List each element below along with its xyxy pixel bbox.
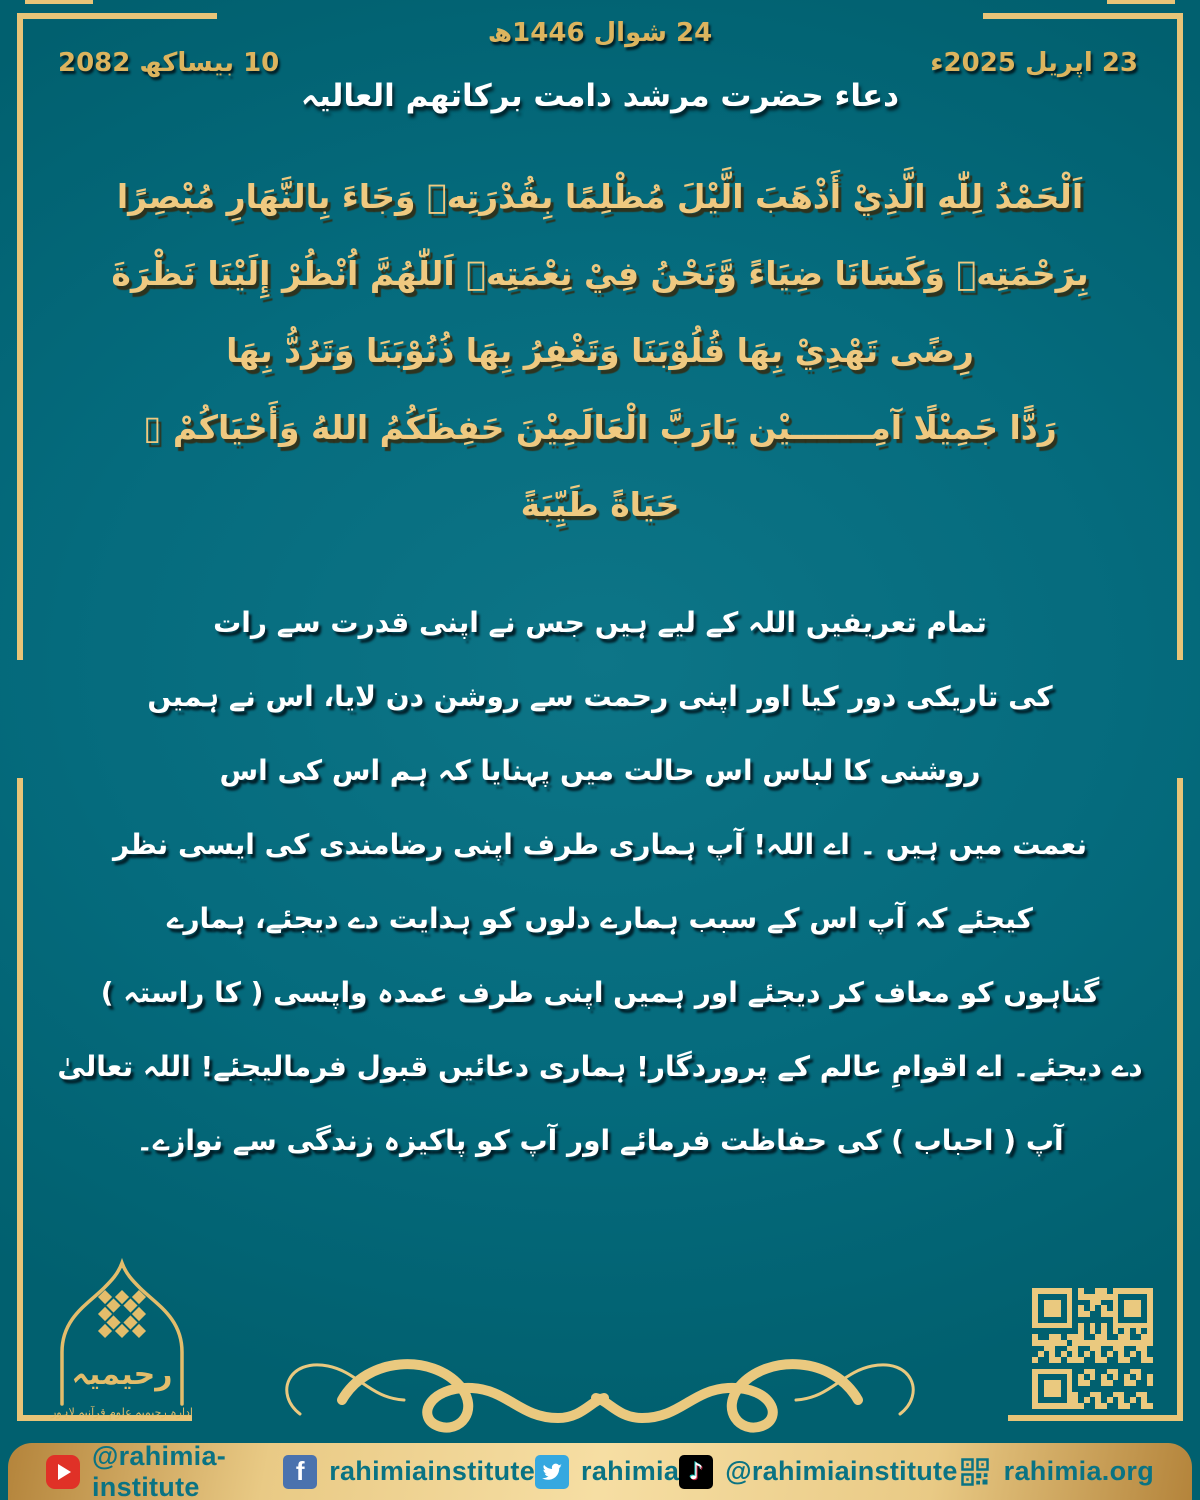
frame-segment bbox=[1008, 1415, 1183, 1421]
facebook-icon: f bbox=[283, 1455, 317, 1489]
logo-wordmark: رحیمیہ bbox=[71, 1357, 173, 1392]
urdu-line: روشنی کا لباس اس حالت میں پہنایا کہ ہم اس کی اس bbox=[219, 754, 981, 787]
social-tiktok[interactable] bbox=[679, 1455, 957, 1489]
urdu-line: نعمت میں ہیں ۔ اے اللہ! آپ ہماری طرف اپنی رضامندی کی ایسی نظر bbox=[112, 828, 1087, 861]
frame-segment bbox=[25, 0, 93, 4]
frame-segment bbox=[17, 778, 23, 1421]
arabic-line: بِرَحْمَتِهٖ وَكَسَانَا ضِيَاءً وَّنَحْنُ فِيْ نِعْمَتِهٖ اَللّٰهُمَّ اُنْظُرْ إِلَيْنَا نَظْرَةَ bbox=[111, 254, 1089, 293]
qr-code bbox=[1032, 1288, 1153, 1409]
social-website[interactable] bbox=[958, 1455, 1154, 1489]
flourish-ornament bbox=[280, 1336, 920, 1442]
page-title: دعاء حضرت مرشد دامت برکاتھم العالیہ bbox=[300, 78, 900, 114]
frame-segment bbox=[1107, 0, 1175, 4]
arabic-prayer-block bbox=[55, 158, 1145, 543]
arabic-line: رَدًّا جَمِيْلًا آمِـــــــيْن يَارَبَّ الْعَالَمِيْنَ حَفِظَكُمُ اللهُ وَأَحْيَاكُمْ ▯ bbox=[143, 408, 1057, 447]
arabic-line: اَلْحَمْدُ لِلّٰهِ الَّذِيْ أَذْهَبَ الَّيْلَ مُظْلِمًا بِقُدْرَتِهٖ وَجَاءَ بِالنَّهَارِ مُبْصِرًا bbox=[116, 177, 1084, 216]
social-youtube[interactable] bbox=[46, 1441, 283, 1500]
tiktok-icon: ♪ bbox=[679, 1455, 713, 1489]
logo-subtitle: ادارہ رحیمیہ علومِ قرآنیہ لاہور bbox=[51, 1406, 193, 1419]
social-twitter[interactable] bbox=[535, 1455, 679, 1489]
social-label: rahimia.org bbox=[1003, 1456, 1154, 1486]
social-footer-bar bbox=[8, 1440, 1192, 1500]
arabic-line: حَيَاةً طَيِّبَةً bbox=[520, 485, 680, 524]
gregorian-date: 23 اپریل 2025ء bbox=[930, 48, 1138, 78]
social-facebook[interactable] bbox=[283, 1455, 535, 1489]
urdu-line: گناہوں کو معاف کر دیجئے اور ہمیں اپنی طرف عمدہ واپسی ( کا راستہ ) bbox=[100, 976, 1100, 1009]
urdu-line: آپ ( احباب ) کی حفاظت فرمائے اور آپ کو پاکیزہ زندگی سے نوازے۔ bbox=[136, 1124, 1064, 1157]
social-label: rahimiainstitute bbox=[329, 1456, 536, 1486]
twitter-icon bbox=[535, 1455, 569, 1489]
rahimia-arch-icon bbox=[28, 1256, 218, 1428]
rahimia-logo bbox=[28, 1256, 218, 1428]
bikrami-date: 10 بیساکھ 2082 bbox=[58, 48, 280, 78]
qr-web-icon bbox=[958, 1455, 992, 1489]
urdu-line: تمام تعریفیں اللہ کے لیے ہیں جس نے اپنی قدرت سے رات bbox=[213, 606, 987, 639]
kufic-motif bbox=[81, 1273, 163, 1355]
urdu-line: کیجئے کہ آپ اس کے سبب ہمارے دلوں کو ہدایت دے دیجئے، ہمارے bbox=[167, 902, 1033, 935]
urdu-line: کی تاریکی دور کیا اور اپنی رحمت سے روشن دن لایا، اس نے ہمیں bbox=[147, 680, 1053, 713]
arabic-line: رِضًى تَهْدِيْ بِهَا قُلُوْبَنَا وَتَغْفِرُ بِهَا ذُنُوْبَنَا وَتَرُدُّ بِهَا bbox=[226, 331, 974, 370]
hijri-date: 24 شوال 1446ھ bbox=[487, 18, 713, 48]
urdu-line: دے دیجئے۔ اے اقوامِ عالم کے پروردگار! ہماری دعائیں قبول فرمالیجئے! اللہ تعالیٰ bbox=[57, 1050, 1143, 1083]
social-label: @rahimia-institute bbox=[92, 1440, 227, 1500]
youtube-icon bbox=[46, 1455, 80, 1489]
social-label: rahimia bbox=[581, 1456, 680, 1486]
social-label: @rahimiainstitute bbox=[725, 1456, 958, 1486]
urdu-translation-block bbox=[45, 586, 1155, 1178]
frame-segment bbox=[1177, 778, 1183, 1421]
